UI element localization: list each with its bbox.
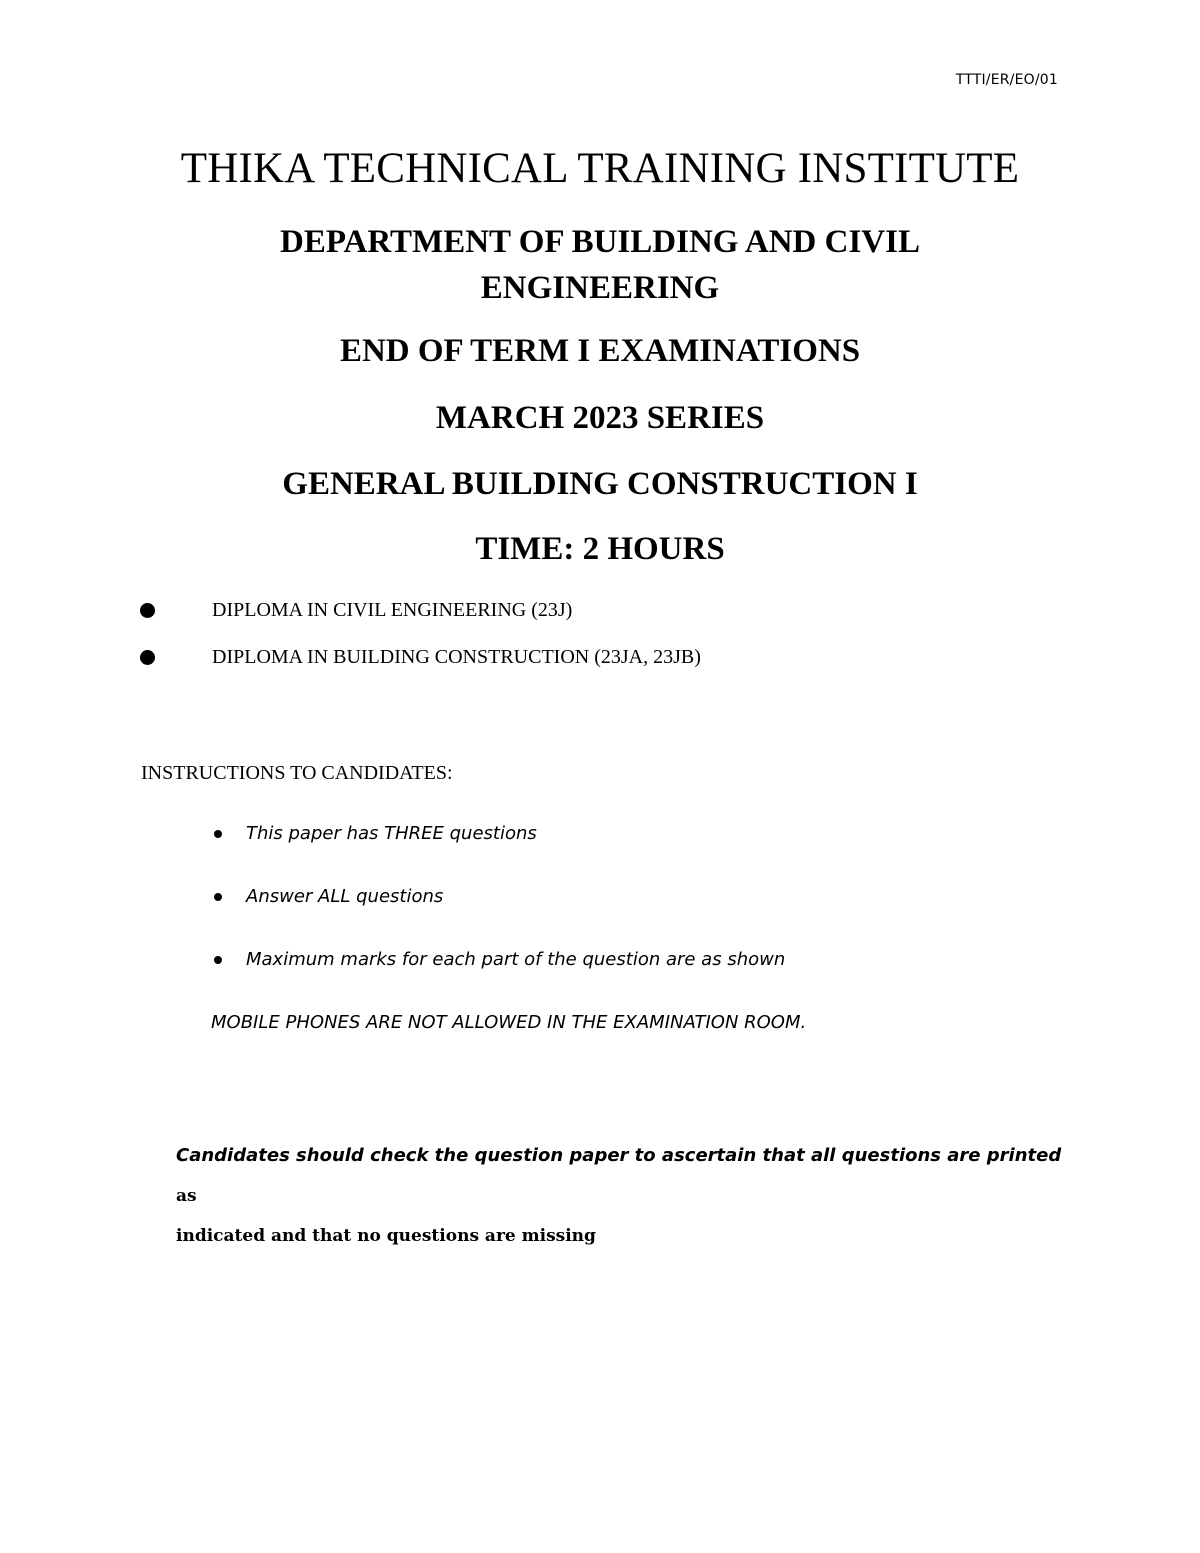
course-label: DIPLOMA IN BUILDING CONSTRUCTION (23JA, 23JB) [212, 646, 701, 668]
note-italic-text: Candidates should check the question paper to ascertain that all questions are printed [176, 1145, 1062, 1166]
bullet-icon [214, 830, 222, 838]
instruction-item [214, 886, 443, 907]
series-heading: MARCH 2023 SERIES [435, 400, 765, 436]
candidates-note [176, 1136, 1076, 1256]
course-label: DIPLOMA IN CIVIL ENGINEERING (23J) [212, 599, 573, 621]
institute-title: THIKA TECHNICAL TRAINING INSTITUTE [180, 145, 1020, 192]
instruction-item [214, 949, 785, 970]
subject-heading: GENERAL BUILDING CONSTRUCTION I [282, 466, 918, 502]
bullet-icon [140, 650, 155, 665]
department-line-1: DEPARTMENT OF BUILDING AND CIVIL [280, 224, 920, 260]
document-reference: TTTI/ER/EO/01 [955, 72, 1058, 88]
exam-heading: END OF TERM I EXAMINATIONS [339, 333, 861, 369]
department-line-2: ENGINEERING [480, 270, 720, 306]
bullet-icon [214, 956, 222, 964]
mobile-phones-warning: MOBILE PHONES ARE NOT ALLOWED IN THE EXAMINATION ROOM. [211, 1012, 807, 1033]
course-item [140, 646, 701, 669]
bullet-icon [214, 893, 222, 901]
instruction-text: Maximum marks for each part of the question are as shown [246, 949, 786, 970]
instructions-heading: INSTRUCTIONS TO CANDIDATES: [141, 762, 453, 784]
instruction-text: Answer ALL questions [246, 886, 444, 907]
department-heading [0, 219, 1200, 311]
course-item [140, 599, 572, 622]
instruction-item [214, 823, 537, 844]
note-rest-text-1: as [176, 1186, 197, 1206]
time-heading: TIME: 2 HOURS [475, 531, 725, 567]
note-rest-text-2: indicated and that no questions are missing [176, 1226, 596, 1246]
instruction-text: This paper has THREE questions [246, 823, 537, 844]
bullet-icon [140, 603, 155, 618]
